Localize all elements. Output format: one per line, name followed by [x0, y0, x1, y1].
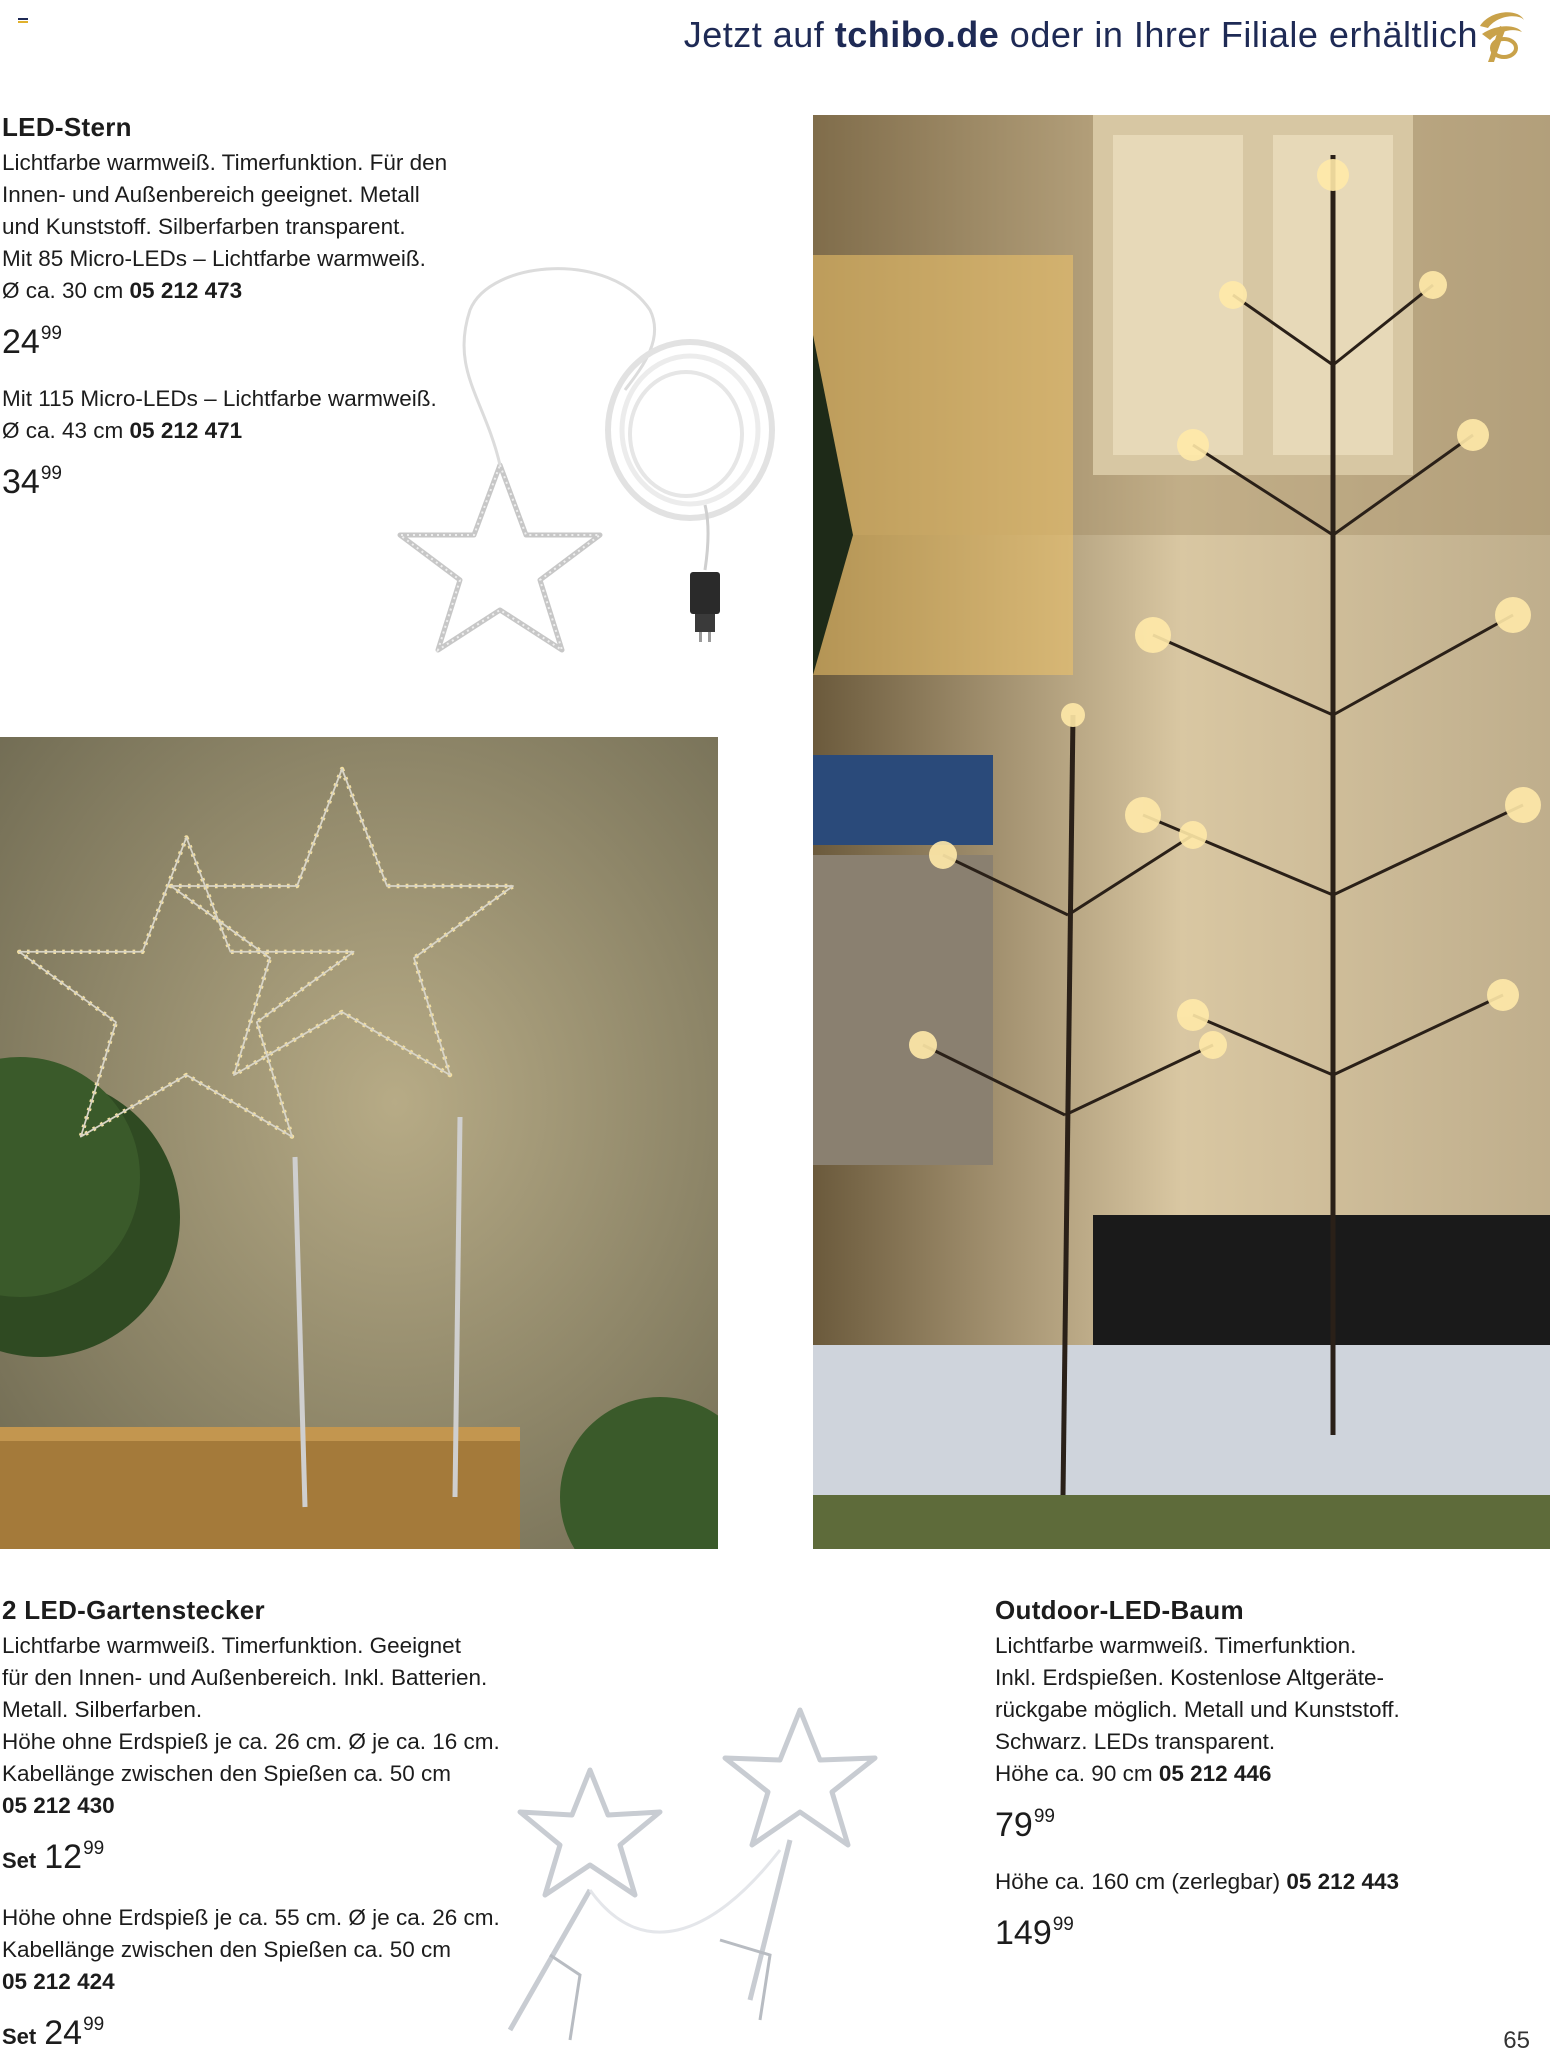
gartenstecker-photo-image: [0, 737, 718, 1549]
variant-line: Kabellänge zwischen den Spießen ca. 50 cm: [2, 1937, 452, 1962]
gartenstecker-description: [2, 1630, 562, 1822]
desc-line: Metall. Silberfarben.: [2, 1697, 203, 1722]
price-euros: 34: [2, 463, 40, 501]
gartenstecker-variant-2: [2, 1902, 562, 1998]
led-baum-title: Outdoor-LED-Baum: [995, 1595, 1244, 1625]
led-baum-photo: [813, 115, 1550, 1549]
page-number: 65: [1503, 2027, 1530, 2054]
price-euros: 24: [44, 2014, 83, 2052]
article-number: 05 212 430: [2, 1793, 115, 1818]
desc-line: für den Innen- und Außenbereich. Inkl. Batterien.: [2, 1665, 488, 1690]
desc-line: rückgabe möglich. Metall und Kunststoff.: [995, 1697, 1400, 1722]
led-baum-variant-2: [995, 1866, 1515, 1898]
header-suffix: oder in Ihrer Filiale erhältlich: [999, 14, 1478, 55]
led-stern-title: LED-Stern: [2, 112, 132, 142]
led-baum-section: [995, 1595, 1515, 1950]
header-banner: [684, 14, 1478, 56]
flag-icon: [18, 18, 28, 26]
size-text: Höhe ca. 90 cm: [995, 1761, 1159, 1786]
gartenstecker-title: 2 LED-Gartenstecker: [2, 1595, 265, 1625]
variant-line: Höhe ohne Erdspieß je ca. 26 cm. Ø je ca. 16 cm.: [2, 1729, 500, 1754]
price-euros: 24: [2, 323, 40, 361]
variant-line: Höhe ohne Erdspieß je ca. 55 cm. Ø je ca. 26 cm.: [2, 1905, 500, 1930]
variant-line: Mit 115 Micro-LEDs – Lichtfarbe warmweiß.: [2, 386, 437, 411]
led-baum-photo-image: [813, 115, 1550, 1549]
variant-line: [995, 1758, 1515, 1790]
price-cents: 99: [40, 463, 62, 484]
desc-line: Schwarz. LEDs transparent.: [995, 1729, 1276, 1754]
variant-line: [995, 1866, 1515, 1898]
tchibo-logo-icon: [1470, 4, 1532, 66]
size-text: Höhe ca. 160 cm (zerlegbar): [995, 1869, 1287, 1894]
set-label: Set: [2, 2024, 37, 2049]
size-text: Ø ca. 43 cm: [2, 418, 130, 443]
variant-line: Kabellänge zwischen den Spießen ca. 50 cm: [2, 1761, 452, 1786]
size-text: Ø ca. 30 cm: [2, 278, 130, 303]
desc-line: Lichtfarbe warmweiß. Timerfunktion. Für den: [2, 150, 448, 175]
price-euros: 149: [995, 1914, 1052, 1952]
price-euros: 12: [44, 1838, 83, 1876]
article-number: 05 212 473: [129, 278, 243, 303]
article-number: 05 212 471: [129, 418, 243, 443]
price: [995, 1908, 1515, 1950]
article-number: 05 212 446: [1158, 1761, 1272, 1786]
gartenstecker-product-image: [490, 1700, 930, 2060]
gartenstecker-photo: [0, 737, 718, 1549]
price: [2, 2008, 562, 2054]
desc-line: Inkl. Erdspießen. Kostenlose Altgeräte-: [995, 1665, 1384, 1690]
header-site[interactable]: tchibo.de: [834, 14, 1000, 55]
header-prefix: Jetzt auf: [683, 14, 835, 55]
led-baum-description: [995, 1630, 1515, 1790]
price-cents: 99: [83, 2014, 105, 2035]
desc-line: und Kunststoff. Silberfarben transparent.: [2, 214, 406, 239]
price-cents: 99: [83, 1838, 105, 1859]
price-euros: 79: [995, 1806, 1033, 1844]
price-cents: 99: [1052, 1914, 1074, 1935]
desc-line: Innen- und Außenbereich geeignet. Metall: [2, 182, 420, 207]
gartenstecker-section: [2, 1595, 562, 2054]
set-label: Set: [2, 1848, 37, 1873]
price-cents: 99: [1033, 1806, 1055, 1827]
desc-line: Lichtfarbe warmweiß. Timerfunktion. Geeignet: [2, 1633, 461, 1658]
led-stern-product-image: [390, 250, 790, 670]
price: [995, 1800, 1515, 1842]
price: [2, 1832, 562, 1878]
variant-line: Mit 85 Micro-LEDs – Lichtfarbe warmweiß.: [2, 246, 426, 271]
article-number: 05 212 424: [2, 1969, 115, 1994]
price-cents: 99: [40, 323, 62, 344]
desc-line: Lichtfarbe warmweiß. Timerfunktion.: [995, 1633, 1357, 1658]
article-number: 05 212 443: [1286, 1869, 1400, 1894]
